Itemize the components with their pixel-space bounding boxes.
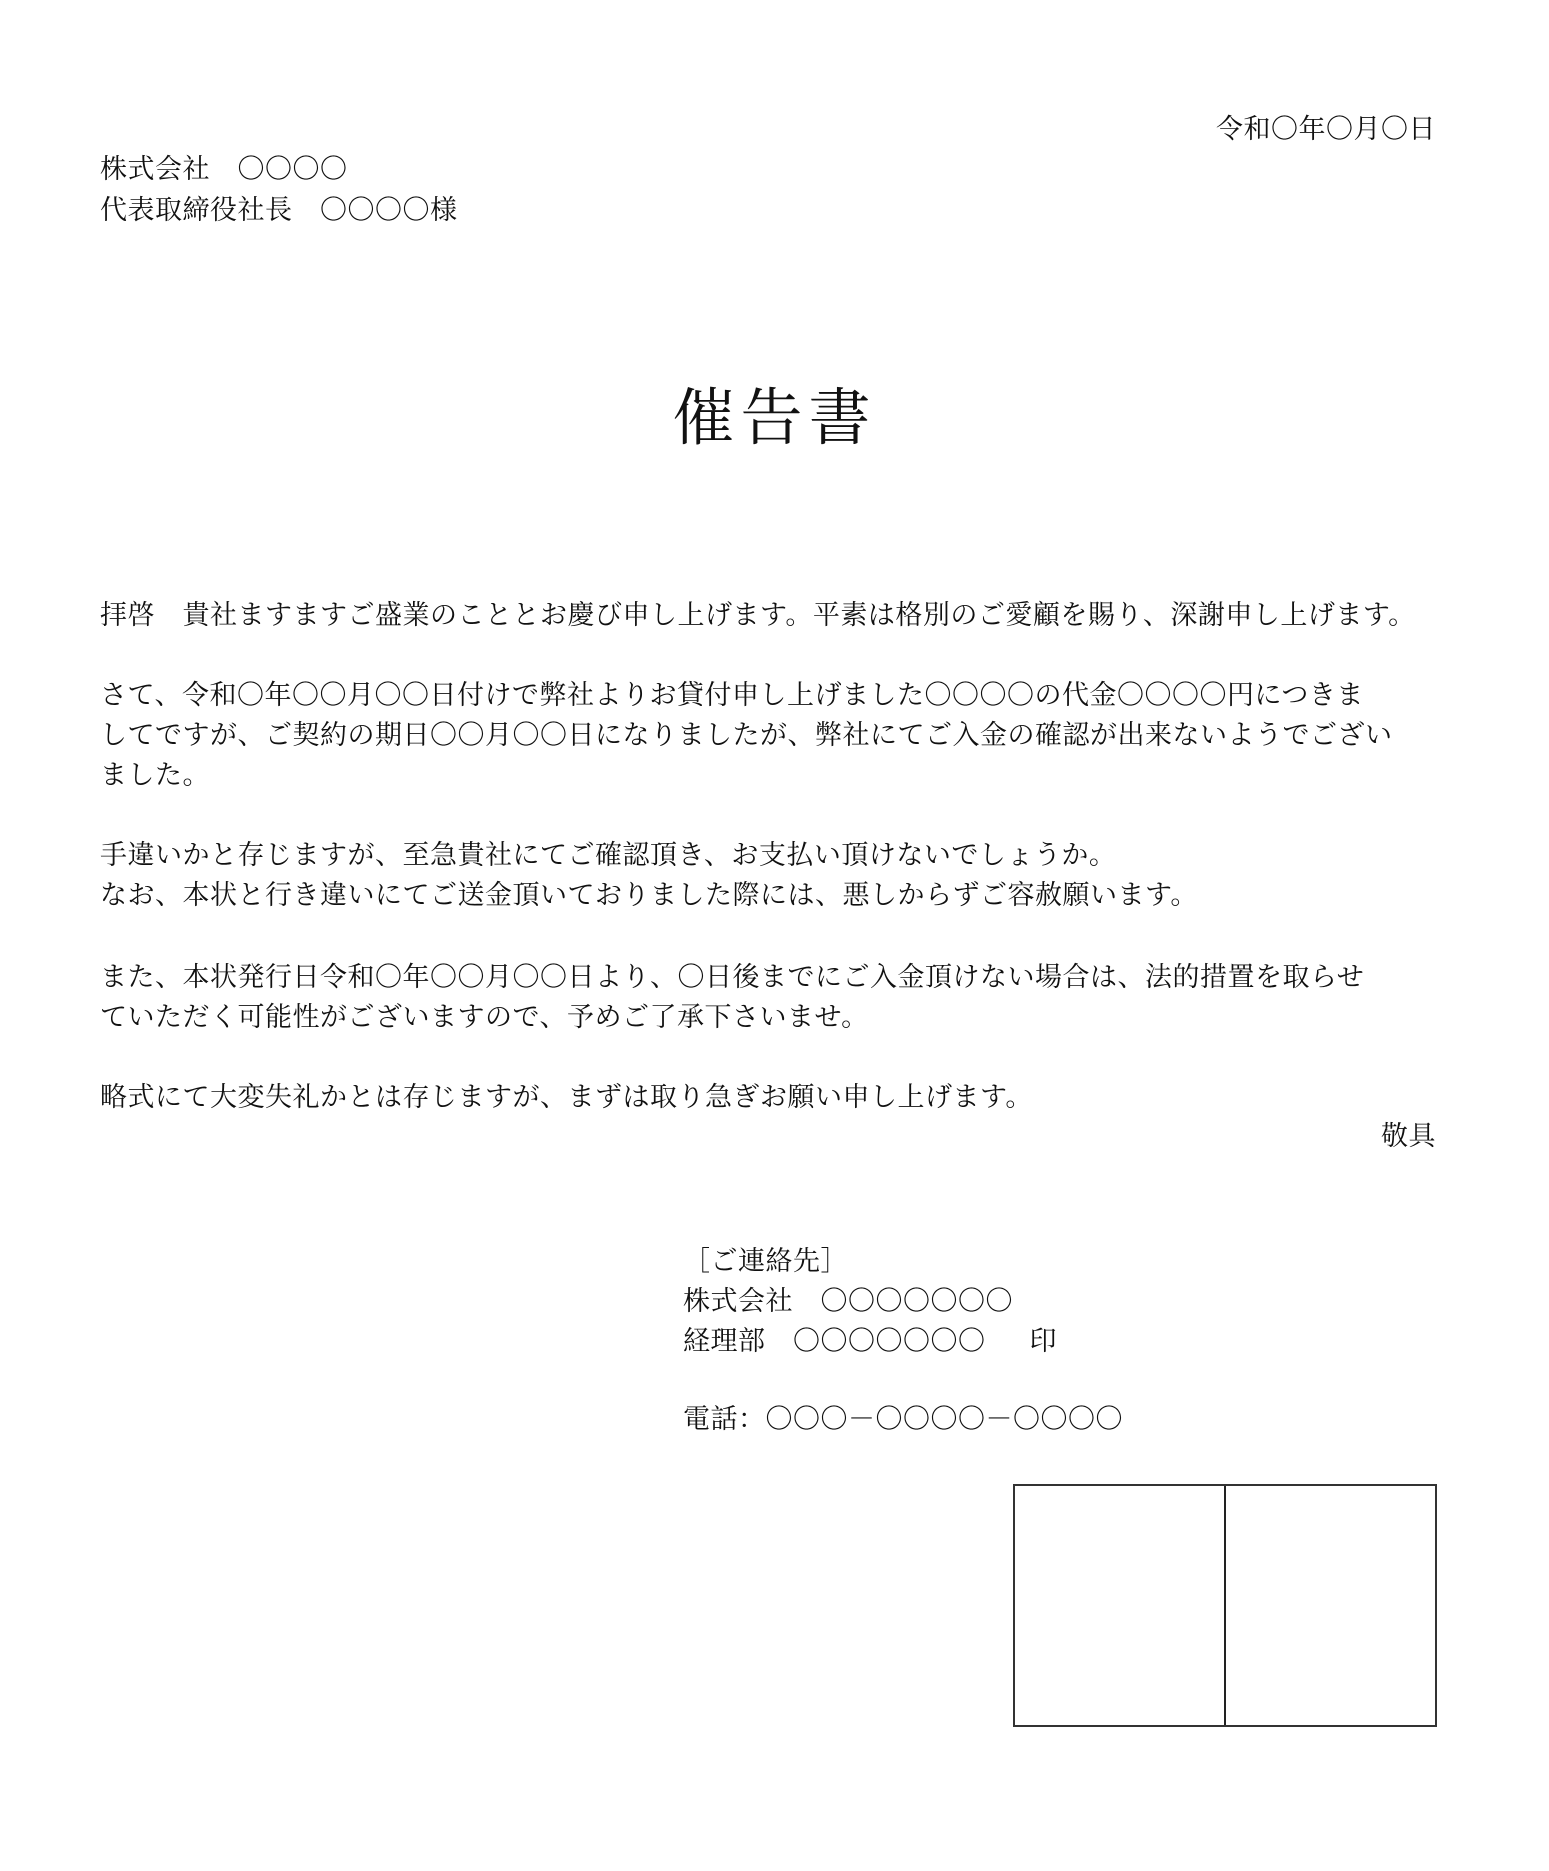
closing-keigu: 敬具 <box>1381 1121 1436 1152</box>
paragraph-line: なお、本状と行き違いにてご送金頂いておりました際には、悪しからずご容赦願います。 <box>100 880 1198 911</box>
paragraph-line: ました。 <box>100 760 210 791</box>
paragraph-line: 手違いかと存じますが、至急貴社にてご確認頂き、お支払い頂けないでしょうか。 <box>100 840 1117 871</box>
contact-company: 株式会社 〇〇〇〇〇〇〇 <box>683 1286 1013 1317</box>
paragraph-greeting <box>100 596 1460 636</box>
document-title: 催告書 <box>672 381 877 454</box>
paragraph-closing <box>100 1078 1460 1118</box>
paragraph-matter <box>100 676 1460 796</box>
contact-heading: ［ご連絡先］ <box>683 1246 848 1277</box>
paragraph-line: 略式にて大変失礼かとは存じますが、まずは取り急ぎお願い申し上げます。 <box>100 1082 1033 1113</box>
paragraph-line: してですが、ご契約の期日〇〇月〇〇日になりましたが、弊社にてご入金の確認が出来ないようでござい <box>100 720 1393 751</box>
paragraph-request <box>100 836 1460 916</box>
paragraph-line: 拝啓 貴社ますますご盛業のこととお慶び申し上げます。平素は格別のご愛顧を賜り、深謝申し上げます。 <box>100 600 1416 631</box>
paragraph-line: さて、令和〇年〇〇月〇〇日付けで弊社よりお貸付申し上げました〇〇〇〇の代金〇〇〇〇円につきま <box>100 680 1364 711</box>
spacer <box>683 1362 1123 1400</box>
paragraph-line: ていただく可能性がございますので、予めご了承下さいませ。 <box>100 1002 869 1033</box>
stamp-box <box>1013 1484 1437 1727</box>
stamp-cell-right <box>1224 1486 1435 1725</box>
contact-phone: 電話：〇〇〇－〇〇〇〇－〇〇〇〇 <box>683 1404 1123 1435</box>
stamp-cell-left <box>1015 1486 1224 1725</box>
paragraph-line: また、本状発行日令和〇年〇〇月〇〇日より、〇日後までにご入金頂けない場合は、法的措置を取らせ <box>100 962 1365 993</box>
seal-mark: 印 <box>1029 1326 1057 1357</box>
paragraph-warning <box>100 958 1460 1038</box>
recipient-representative: 代表取締役社長 〇〇〇〇様 <box>100 195 458 226</box>
contact-block <box>683 1242 1123 1440</box>
contact-department-line <box>683 1322 1123 1362</box>
date: 令和〇年〇月〇日 <box>1216 114 1436 145</box>
contact-department: 経理部 〇〇〇〇〇〇〇 <box>683 1326 986 1357</box>
recipient-company: 株式会社 〇〇〇〇 <box>100 154 348 185</box>
